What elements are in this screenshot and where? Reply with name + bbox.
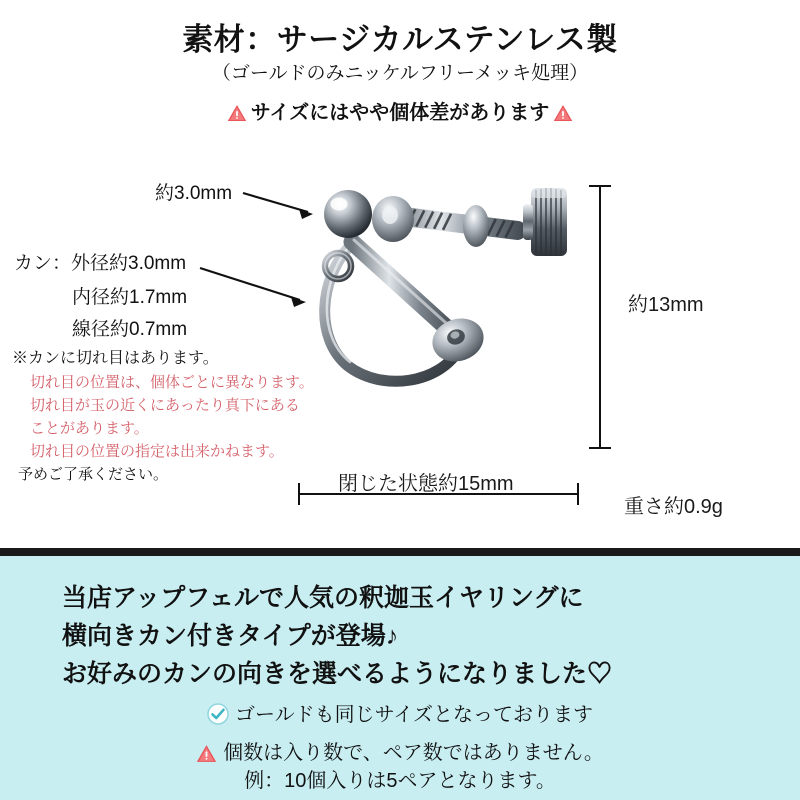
section-divider	[0, 548, 800, 556]
promo-line-1: 当店アップフェルで人気の釈迦玉イヤリングに	[62, 584, 584, 612]
product-photo	[290, 170, 610, 450]
size-variance-warning	[0, 96, 800, 128]
label-weight: 重さ約0.9g	[624, 496, 723, 518]
warning-triangle-icon	[227, 104, 247, 128]
label-kan-wire: 線径約0.7mm	[72, 319, 188, 340]
size-variance-warning-text: サイズにはやや個体差があります	[250, 102, 550, 124]
promo-warn-text-1: 個数は入り数で、ペア数ではありません。	[223, 742, 604, 764]
promo-line-3: お好みのカンの向きを選べるようになりました♡	[62, 660, 613, 688]
warning-triangle-icon	[553, 104, 573, 128]
note-red-line-1: 切れ目の位置は、個体ごとに異なります。	[30, 374, 314, 391]
note-cut-exists: ※カンに切れ目はあります。	[12, 350, 219, 367]
page-title: 素材：サージカルステンレス製	[182, 22, 618, 57]
label-kan-outer: カン：外径約3.0mm	[14, 253, 187, 274]
label-width: 閉じた状態約15mm	[338, 473, 514, 495]
promo-line-2: 横向きカン付きタイプが登場♪	[62, 622, 399, 650]
page-subtitle: （ゴールドのみニッケルフリーメッキ処理）	[211, 63, 589, 84]
promo-check-text: ゴールドも同じサイズとなっております	[235, 704, 593, 726]
label-kan-inner: 内径約1.7mm	[72, 287, 188, 308]
check-circle-icon	[207, 703, 229, 731]
promo-check-row	[0, 698, 800, 731]
note-acknowledge: 予めご了承ください。	[18, 466, 169, 483]
promo-section	[0, 556, 800, 800]
note-red-line-4: 切れ目の位置の指定は出来かねます。	[30, 443, 284, 460]
label-ball-size: 約3.0mm	[155, 183, 233, 204]
label-height: 約13mm	[628, 294, 704, 316]
promo-warn-text-2: 例：10個入りは5ペアとなります。	[244, 770, 556, 792]
promo-warn-row-2	[0, 764, 800, 793]
note-red-line-2: 切れ目が玉の近くにあったり真下にある	[30, 397, 300, 414]
note-red-line-3: ことがあります。	[30, 420, 149, 437]
